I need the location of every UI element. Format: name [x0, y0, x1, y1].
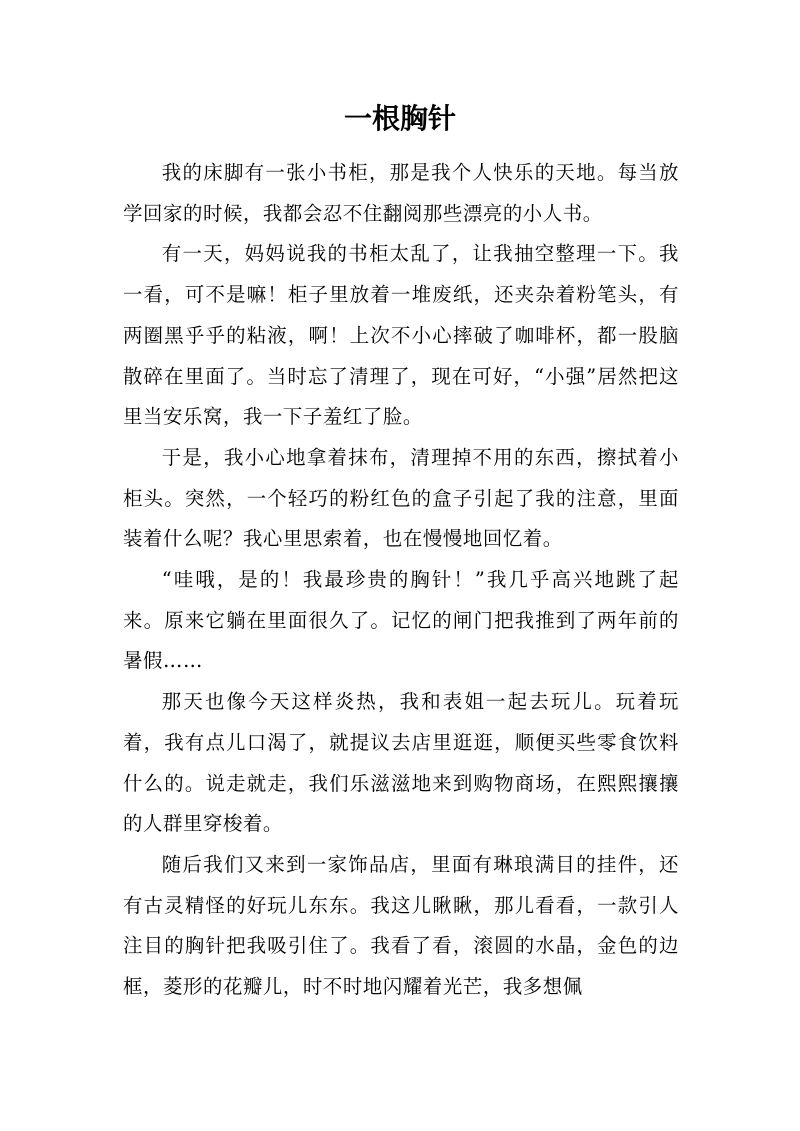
- paragraph-2: 有一天，妈妈说我的书柜太乱了，让我抽空整理一下。我一看，可不是嘛！柜子里放着一堆废纸，还夹杂着粉笔头，有两圈黑乎乎的粘液，啊！上次不小心摔破了咖啡杯，都一股脑散碎在里面了。当时忘了清理了，现在可好，“小强”居然把这里当安乐窝，我一下子羞红了脸。: [123, 242, 679, 429]
- paragraph-3: 于是，我小心地拿着抹布，清理掉不用的东西，擦拭着小柜头。突然，一个轻巧的粉红色的盒子引起了我的注意，里面装着什么呢？我心里思索着，也在慢慢地回忆着。: [123, 445, 679, 551]
- paragraph-1: 我的床脚有一张小书柜，那是我个人快乐的天地。每当放学回家的时候，我都会忍不住翻阅那些漂亮的小人书。: [123, 161, 679, 225]
- page-title: 一根胸针: [343, 102, 456, 135]
- paragraph-4: “哇哦，是的！我最珍贵的胸针！”我几乎高兴地跳了起来。原来它躺在里面很久了。记忆的闸门把我推到了两年前的暑假……: [123, 568, 679, 673]
- essay-body: [123, 153, 679, 1008]
- paragraph-6: 随后我们又来到一家饰品店，里面有琳琅满目的挂件，还有古灵精怪的好玩儿东东。我这儿瞅瞅，那儿看看，一款引人注目的胸针把我吸引住了。我看了看，滚圆的水晶，金色的边框，菱形的花瓣儿，时不时地闪耀着光芒，我多想佩: [123, 852, 679, 999]
- paragraph-5: 那天也像今天这样炎热，我和表姐一起去玩儿。玩着玩着，我有点儿口渴了，就提议去店里逛逛，顺便买些零食饮料什么的。说走就走，我们乐滋滋地来到购物商场，在熙熙攘攘的人群里穿梭着。: [123, 690, 679, 836]
